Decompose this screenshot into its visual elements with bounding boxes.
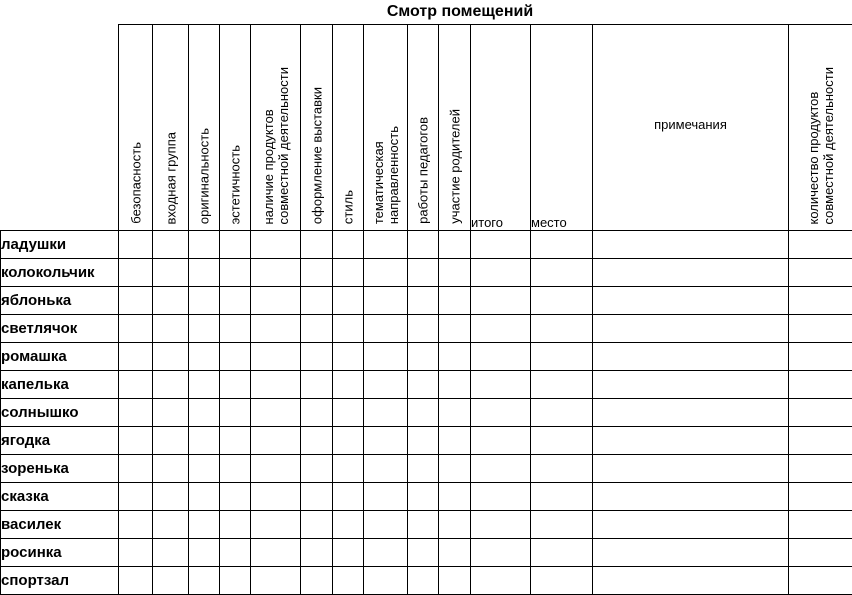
table-cell[interactable] xyxy=(408,483,439,511)
row-label[interactable]: светлячок xyxy=(1,315,119,343)
table-cell[interactable] xyxy=(439,259,471,287)
table-cell[interactable] xyxy=(439,511,471,539)
table-row xyxy=(1,567,852,595)
row-label[interactable]: капелька xyxy=(1,371,119,399)
table-cell[interactable] xyxy=(153,483,189,511)
table-cell[interactable] xyxy=(189,259,220,287)
table-cell[interactable] xyxy=(251,371,301,399)
table-cell[interactable] xyxy=(301,427,333,455)
column-header-parent-participation[interactable]: участие родителей xyxy=(439,25,471,231)
table-cell[interactable] xyxy=(789,371,852,399)
table-cell[interactable] xyxy=(364,399,408,427)
row-label[interactable]: росинка xyxy=(1,539,119,567)
table-cell[interactable] xyxy=(439,231,471,259)
table-cell[interactable] xyxy=(220,399,251,427)
table-cell[interactable] xyxy=(301,287,333,315)
table-cell[interactable] xyxy=(333,399,364,427)
table-cell[interactable] xyxy=(789,259,852,287)
table-cell[interactable] xyxy=(251,231,301,259)
table-cell[interactable] xyxy=(251,455,301,483)
table-cell[interactable] xyxy=(251,427,301,455)
table-row xyxy=(1,455,852,483)
table-cell[interactable] xyxy=(333,427,364,455)
table-cell[interactable] xyxy=(189,511,220,539)
table-cell[interactable] xyxy=(251,483,301,511)
table-cell[interactable] xyxy=(471,287,531,315)
column-header-exhibition-design[interactable]: оформление выставки xyxy=(301,25,333,231)
table-cell[interactable] xyxy=(153,511,189,539)
table-cell[interactable] xyxy=(251,567,301,595)
table-cell[interactable] xyxy=(251,315,301,343)
table-cell[interactable] xyxy=(439,343,471,371)
table-cell[interactable] xyxy=(153,455,189,483)
row-label[interactable]: ладушки xyxy=(1,231,119,259)
table-cell[interactable] xyxy=(789,427,852,455)
table-cell[interactable] xyxy=(301,539,333,567)
table-cell[interactable] xyxy=(119,231,153,259)
table-cell[interactable] xyxy=(531,511,593,539)
table-cell[interactable] xyxy=(408,567,439,595)
table-cell[interactable] xyxy=(789,511,852,539)
table-cell[interactable] xyxy=(189,399,220,427)
table-cell[interactable] xyxy=(220,427,251,455)
table-cell[interactable] xyxy=(593,483,789,511)
table-cell[interactable] xyxy=(364,343,408,371)
table-cell[interactable] xyxy=(301,231,333,259)
table-cell[interactable] xyxy=(364,231,408,259)
table-cell[interactable] xyxy=(408,259,439,287)
table-row xyxy=(1,539,852,567)
table-cell[interactable] xyxy=(220,371,251,399)
column-header-teacher-works[interactable]: работы педагогов xyxy=(408,25,439,231)
table-cell[interactable] xyxy=(153,259,189,287)
table-cell[interactable] xyxy=(593,343,789,371)
table-cell[interactable] xyxy=(220,567,251,595)
table-cell[interactable] xyxy=(364,483,408,511)
table-cell[interactable] xyxy=(364,371,408,399)
table-cell[interactable] xyxy=(251,343,301,371)
table-row xyxy=(1,259,852,287)
row-label[interactable]: солнышко xyxy=(1,399,119,427)
table-cell[interactable] xyxy=(471,427,531,455)
table-cell[interactable] xyxy=(251,399,301,427)
table-cell[interactable] xyxy=(471,371,531,399)
row-label[interactable]: спортзал xyxy=(1,567,119,595)
table-body xyxy=(1,231,852,595)
table-cell[interactable] xyxy=(189,483,220,511)
row-label[interactable]: ромашка xyxy=(1,343,119,371)
table-cell[interactable] xyxy=(119,539,153,567)
table-cell[interactable] xyxy=(189,315,220,343)
table-cell[interactable] xyxy=(119,259,153,287)
table-cell[interactable] xyxy=(471,259,531,287)
table-cell[interactable] xyxy=(364,567,408,595)
column-header-place[interactable]: место xyxy=(531,25,593,231)
table-cell[interactable] xyxy=(333,483,364,511)
table-cell[interactable] xyxy=(153,539,189,567)
table-row xyxy=(1,371,852,399)
table-cell[interactable] xyxy=(153,427,189,455)
table-cell[interactable] xyxy=(531,231,593,259)
table-cell[interactable] xyxy=(364,259,408,287)
table-cell[interactable] xyxy=(220,483,251,511)
table-cell[interactable] xyxy=(471,343,531,371)
column-header-aesthetics[interactable]: эстетичность xyxy=(220,25,251,231)
table-cell[interactable] xyxy=(439,427,471,455)
table-cell[interactable] xyxy=(789,399,852,427)
table-cell[interactable] xyxy=(153,567,189,595)
table-cell[interactable] xyxy=(593,231,789,259)
table-cell[interactable] xyxy=(531,371,593,399)
table-cell[interactable] xyxy=(789,231,852,259)
table-cell[interactable] xyxy=(153,287,189,315)
table-cell[interactable] xyxy=(439,315,471,343)
table-cell[interactable] xyxy=(119,287,153,315)
corner-cell xyxy=(1,25,119,231)
table-cell[interactable] xyxy=(408,427,439,455)
table-cell[interactable] xyxy=(593,315,789,343)
table-row xyxy=(1,315,852,343)
row-label[interactable]: сказка xyxy=(1,483,119,511)
table-cell[interactable] xyxy=(439,483,471,511)
table-cell[interactable] xyxy=(301,567,333,595)
table-cell[interactable] xyxy=(439,287,471,315)
table-cell[interactable] xyxy=(153,343,189,371)
table-cell[interactable] xyxy=(189,371,220,399)
table-cell[interactable] xyxy=(119,427,153,455)
table-cell[interactable] xyxy=(333,315,364,343)
table-cell[interactable] xyxy=(408,539,439,567)
table-cell[interactable] xyxy=(153,315,189,343)
table-cell[interactable] xyxy=(789,567,852,595)
table-cell[interactable] xyxy=(593,287,789,315)
table-cell[interactable] xyxy=(333,567,364,595)
table-cell[interactable] xyxy=(789,315,852,343)
table-cell[interactable] xyxy=(364,511,408,539)
table-cell[interactable] xyxy=(593,511,789,539)
table-cell[interactable] xyxy=(408,399,439,427)
table-cell[interactable] xyxy=(439,567,471,595)
table-cell[interactable] xyxy=(301,315,333,343)
table-cell[interactable] xyxy=(789,483,852,511)
table-cell[interactable] xyxy=(531,343,593,371)
table-cell[interactable] xyxy=(189,231,220,259)
table-cell[interactable] xyxy=(153,371,189,399)
table-cell[interactable] xyxy=(333,371,364,399)
table-cell[interactable] xyxy=(364,315,408,343)
table-cell[interactable] xyxy=(301,399,333,427)
column-header-style[interactable]: стиль xyxy=(333,25,364,231)
table-cell[interactable] xyxy=(333,511,364,539)
table-cell[interactable] xyxy=(471,455,531,483)
table-cell[interactable] xyxy=(153,399,189,427)
table-row xyxy=(1,483,852,511)
table-cell[interactable] xyxy=(408,455,439,483)
table-cell[interactable] xyxy=(531,539,593,567)
table-cell[interactable] xyxy=(301,455,333,483)
table-cell[interactable] xyxy=(333,259,364,287)
row-label[interactable]: ягодка xyxy=(1,427,119,455)
table-cell[interactable] xyxy=(531,399,593,427)
table-cell[interactable] xyxy=(531,427,593,455)
table-cell[interactable] xyxy=(251,287,301,315)
table-cell[interactable] xyxy=(408,315,439,343)
column-header-safety[interactable]: безопасность xyxy=(119,25,153,231)
table-cell[interactable] xyxy=(301,483,333,511)
column-header-notes[interactable]: примечания xyxy=(593,25,789,231)
table-cell[interactable] xyxy=(408,231,439,259)
column-header-total[interactable]: итого xyxy=(471,25,531,231)
table-cell[interactable] xyxy=(119,511,153,539)
table-cell[interactable] xyxy=(301,511,333,539)
table-cell[interactable] xyxy=(220,287,251,315)
table-cell[interactable] xyxy=(119,343,153,371)
table-cell[interactable] xyxy=(439,371,471,399)
table-cell[interactable] xyxy=(251,511,301,539)
table-cell[interactable] xyxy=(593,427,789,455)
table-cell[interactable] xyxy=(220,315,251,343)
table-cell[interactable] xyxy=(333,287,364,315)
table-cell[interactable] xyxy=(333,539,364,567)
table-cell[interactable] xyxy=(439,455,471,483)
table-cell[interactable] xyxy=(364,287,408,315)
table-cell[interactable] xyxy=(189,287,220,315)
table-row xyxy=(1,427,852,455)
table-cell[interactable] xyxy=(189,343,220,371)
table-cell[interactable] xyxy=(593,399,789,427)
table-cell[interactable] xyxy=(593,539,789,567)
table-cell[interactable] xyxy=(439,399,471,427)
table-cell[interactable] xyxy=(364,455,408,483)
table-cell[interactable] xyxy=(789,287,852,315)
table-cell[interactable] xyxy=(220,343,251,371)
sheet-title: Смотр помещений xyxy=(240,0,680,24)
table-cell[interactable] xyxy=(119,455,153,483)
table-cell[interactable] xyxy=(593,567,789,595)
table-cell[interactable] xyxy=(593,259,789,287)
review-table xyxy=(0,24,852,595)
table-cell[interactable] xyxy=(333,455,364,483)
table-cell[interactable] xyxy=(119,483,153,511)
table-cell[interactable] xyxy=(220,455,251,483)
table-cell[interactable] xyxy=(471,483,531,511)
table-cell[interactable] xyxy=(301,343,333,371)
table-cell[interactable] xyxy=(531,567,593,595)
table-cell[interactable] xyxy=(471,539,531,567)
table-row xyxy=(1,399,852,427)
table-row xyxy=(1,287,852,315)
table-cell[interactable] xyxy=(119,371,153,399)
table-cell[interactable] xyxy=(153,231,189,259)
table-cell[interactable] xyxy=(119,315,153,343)
table-cell[interactable] xyxy=(471,511,531,539)
table-cell[interactable] xyxy=(593,371,789,399)
table-cell[interactable] xyxy=(364,539,408,567)
table-cell[interactable] xyxy=(471,231,531,259)
table-cell[interactable] xyxy=(593,455,789,483)
table-cell[interactable] xyxy=(189,567,220,595)
table-cell[interactable] xyxy=(408,287,439,315)
table-cell[interactable] xyxy=(408,511,439,539)
table-cell[interactable] xyxy=(301,371,333,399)
table-cell[interactable] xyxy=(439,539,471,567)
row-label[interactable]: зоренька xyxy=(1,455,119,483)
table-cell[interactable] xyxy=(251,259,301,287)
table-cell[interactable] xyxy=(220,539,251,567)
table-cell[interactable] xyxy=(220,511,251,539)
table-cell[interactable] xyxy=(189,455,220,483)
column-header-originality[interactable]: оригинальность xyxy=(189,25,220,231)
table-row xyxy=(1,343,852,371)
table-cell[interactable] xyxy=(531,483,593,511)
table-cell[interactable] xyxy=(119,567,153,595)
table-cell[interactable] xyxy=(333,231,364,259)
table-cell[interactable] xyxy=(189,539,220,567)
table-cell[interactable] xyxy=(471,315,531,343)
table-cell[interactable] xyxy=(471,399,531,427)
table-cell[interactable] xyxy=(119,399,153,427)
column-header-product-count[interactable]: количество продуктов совместной деятельности xyxy=(789,25,852,231)
row-label[interactable]: василек xyxy=(1,511,119,539)
table-row xyxy=(1,231,852,259)
table-cell[interactable] xyxy=(220,259,251,287)
table-cell[interactable] xyxy=(531,259,593,287)
table-cell[interactable] xyxy=(251,539,301,567)
table-cell[interactable] xyxy=(531,287,593,315)
table-cell[interactable] xyxy=(408,343,439,371)
header-row xyxy=(1,25,852,231)
table-cell[interactable] xyxy=(301,259,333,287)
table-cell[interactable] xyxy=(408,371,439,399)
table-cell[interactable] xyxy=(789,343,852,371)
table-cell[interactable] xyxy=(531,315,593,343)
table-cell[interactable] xyxy=(189,427,220,455)
table-cell[interactable] xyxy=(471,567,531,595)
table-cell[interactable] xyxy=(531,455,593,483)
column-header-thematic-focus[interactable]: тематическая направленность xyxy=(364,25,408,231)
table-cell[interactable] xyxy=(789,455,852,483)
row-label[interactable]: колокольчик xyxy=(1,259,119,287)
column-header-entrance-group[interactable]: входная группа xyxy=(153,25,189,231)
table-cell[interactable] xyxy=(333,343,364,371)
row-label[interactable]: яблонька xyxy=(1,287,119,315)
column-header-joint-products[interactable]: наличие продуктов совместной деятельности xyxy=(251,25,301,231)
table-row xyxy=(1,511,852,539)
table-cell[interactable] xyxy=(364,427,408,455)
table-cell[interactable] xyxy=(789,539,852,567)
table-cell[interactable] xyxy=(220,231,251,259)
